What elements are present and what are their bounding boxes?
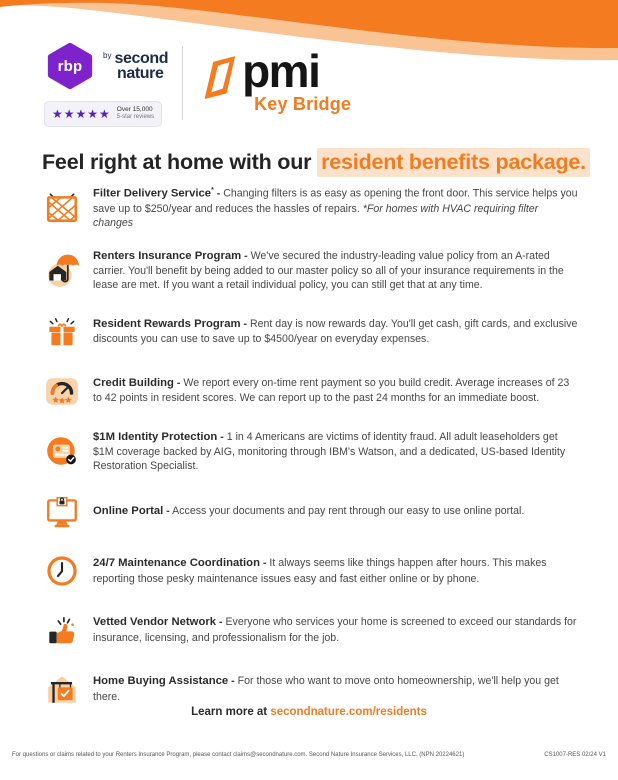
benefit-text: Filter Delivery Service* - Changing filters is as easy as opening the front door. This service helps you save up to $250/year and reduces the hassles of repairs. *For homes with HVAC requiring filter changes bbox=[93, 187, 578, 229]
gift-icon bbox=[42, 312, 82, 352]
benefit-description: Everyone who services your home is screened to exceed our standards for insurance, licensing, and professionalism for the job. bbox=[93, 616, 577, 644]
benefit-title: Filter Delivery Service bbox=[93, 187, 212, 200]
benefit-text: Online Portal - Access your documents and pay rent through our easy to use online portal. bbox=[93, 505, 525, 518]
benefit-text: Credit Building - We report every on-time rent payment so you build credit. Average increases of 23 to 42 points in resident scores. We can report up to the past 24 months for an immediate boost. bbox=[93, 376, 570, 404]
benefit-credit-building bbox=[42, 371, 578, 411]
pmi-logo-text: pmi bbox=[242, 45, 320, 98]
brand-word-nature: nature bbox=[117, 65, 164, 82]
legal-footer bbox=[12, 752, 606, 758]
benefit-filter-delivery bbox=[42, 186, 578, 230]
benefit-title: Resident Rewards Program bbox=[93, 317, 241, 330]
pmi-logo bbox=[197, 45, 352, 115]
benefit-identity-protection bbox=[42, 430, 578, 474]
benefit-description: For those who want to move onto homeownership, we'll help you get there. bbox=[93, 675, 559, 703]
brand-word-second: second bbox=[114, 49, 169, 67]
benefit-description: Access your documents and pay rent through our easy to use online portal. bbox=[172, 505, 525, 518]
learn-more-label: Learn more at bbox=[191, 706, 271, 718]
reviews-caption: 5-star reviews bbox=[116, 114, 155, 121]
benefit-home-buying bbox=[42, 669, 578, 709]
benefit-text: $1M Identity Protection - 1 in 4 Americans are victims of identity fraud. All adult leaseholders get $1M coverage backed by AIG, monitoring through IBM's Watson, and a dedicated, US-based Identity Restoration Specialist. bbox=[93, 430, 566, 472]
header-divider bbox=[182, 46, 183, 120]
benefit-description: Changing filters is as easy as opening the front door. This service helps you save up to $250/year and reduces the hassles of repairs. bbox=[93, 187, 578, 215]
benefit-title: Online Portal bbox=[93, 505, 164, 518]
benefit-footnote: *For homes with HVAC requiring filter changes bbox=[93, 202, 539, 229]
benefit-description: 1 in 4 Americans are victims of identity fraud. All adult leaseholders get $1M coverage backed by AIG, monitoring through IBM's Watson, and a dedicated, US-based Identity Restoration Specialist. bbox=[93, 430, 566, 472]
document-code: CS1007-RES 02/24 V1 bbox=[544, 752, 606, 758]
benefit-description: Rent day is now rewards day. You'll get cash, gift cards, and exclusive discounts you can use to save up to $4500/year on everyday expenses. bbox=[93, 317, 578, 345]
benefit-online-portal bbox=[42, 492, 578, 532]
header bbox=[44, 40, 351, 127]
benefits-list bbox=[42, 186, 578, 728]
reviews-count: Over 15,000 bbox=[116, 106, 153, 113]
residents-link[interactable]: secondnature.com/residents bbox=[270, 706, 427, 718]
benefit-title: Credit Building bbox=[93, 376, 174, 389]
benefit-vetted-vendors bbox=[42, 610, 578, 650]
benefit-text: Home Buying Assistance - For those who want to move onto homeownership, we'll help you get there. bbox=[93, 675, 559, 703]
benefit-text: Renters Insurance Program - We've secured the industry-leading value policy from an A-rated carrier. You'll benefit by being added to our master policy so all of your insurance requirements in the lease are met. If you want a retail individual policy, you can still get that at any time. bbox=[93, 250, 564, 292]
reviews-badge bbox=[44, 101, 162, 127]
benefit-title: 24/7 Maintenance Coordination bbox=[93, 557, 260, 570]
by-label: by bbox=[103, 50, 112, 60]
pmi-door-icon bbox=[197, 53, 239, 105]
star-rating-icon: ★★★★★ bbox=[52, 106, 111, 121]
online-portal-icon bbox=[42, 492, 82, 532]
rbp-logo-text: rbp bbox=[57, 57, 83, 75]
benefit-renters-insurance bbox=[42, 249, 578, 293]
benefit-title: Vetted Vendor Network bbox=[93, 616, 217, 629]
page-title bbox=[42, 150, 588, 175]
filter-icon bbox=[42, 188, 82, 228]
insurance-disclaimer: For questions or claims related to your Renters Insurance Program, please contact claims@secondnature.com. Second Nature Insurance Services, LLC. (NPN 20224621) bbox=[12, 752, 465, 758]
benefit-title: Home Buying Assistance bbox=[93, 675, 229, 688]
benefit-title: Renters Insurance Program bbox=[93, 250, 242, 263]
rbp-logo-icon bbox=[44, 40, 96, 92]
benefit-text: Vetted Vendor Network - Everyone who services your home is screened to exceed our standards for insurance, licensing, and professionalism for the job. bbox=[93, 616, 577, 644]
title-highlight: resident benefits package. bbox=[317, 148, 590, 177]
credit-gauge-icon bbox=[42, 371, 82, 411]
umbrella-house-icon bbox=[42, 251, 82, 291]
benefit-description: We've secured the industry-leading value policy from an A-rated carrier. You'll benefit by being added to our master policy so all of your insurance requirements in the lease are met. If you want a retail individual policy, you can still get that at any time. bbox=[93, 250, 564, 292]
learn-more bbox=[0, 706, 618, 718]
benefit-maintenance-coordination bbox=[42, 551, 578, 591]
benefit-description: It always seems like things happen after hours. This makes reporting those pesky maintenance issues easy and fast either online or by phone. bbox=[93, 557, 547, 585]
thumbs-up-icon bbox=[42, 610, 82, 650]
benefit-text: 24/7 Maintenance Coordination - It always seems like things happen after hours. This makes reporting those pesky maintenance issues easy and fast either online or by phone. bbox=[93, 557, 547, 585]
second-nature-brand bbox=[44, 40, 168, 127]
title-prefix: Feel right at home with our bbox=[42, 150, 318, 174]
benefit-title-asterisk: * bbox=[211, 187, 214, 194]
house-sign-icon bbox=[42, 669, 82, 709]
pmi-office-name: Key Bridge bbox=[254, 94, 352, 115]
second-nature-wordmark bbox=[103, 51, 168, 81]
identity-protection-icon bbox=[42, 431, 82, 471]
benefit-resident-rewards bbox=[42, 312, 578, 352]
benefit-title: $1M Identity Protection bbox=[93, 430, 218, 443]
clock-icon bbox=[42, 551, 82, 591]
benefit-description: We report every on-time rent payment so you build credit. Average increases of 23 to 42 points in resident scores. We can report up to the past 24 months for an immediate boost. bbox=[93, 376, 570, 404]
benefit-text: Resident Rewards Program - Rent day is now rewards day. You'll get cash, gift cards, and exclusive discounts you can use to save up to $4500/year on everyday expenses. bbox=[93, 317, 578, 345]
